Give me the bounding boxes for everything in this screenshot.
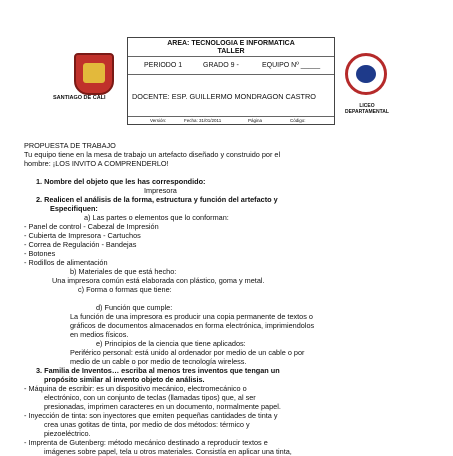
header-table	[127, 37, 335, 125]
codigo-label: Código:	[290, 118, 306, 123]
text-line: - Imprenta de Gutenberg: método mecánico destinado a reproducir textos e	[24, 438, 268, 447]
equipo-label: EQUIPO Nº _____	[262, 62, 321, 69]
pagina-label: Página	[248, 118, 263, 123]
text-line: en medios físicos.	[70, 330, 129, 339]
text-line: - Botones	[24, 249, 56, 258]
text-line: a) Las partes o elementos que lo conforman:	[84, 213, 229, 222]
text-line: 3. Familia de Inventos… escriba al menos tres inventos que tengan un	[36, 366, 280, 375]
text-line: crea unas gotitas de tinta, por medio de dos métodos: térmico y	[44, 420, 250, 429]
docente-label: DOCENTE: ESP. GUILLERMO MONDRAGON CASTRO	[132, 92, 316, 101]
text-line: - Rodillos de alimentación	[24, 258, 108, 267]
text-line: presionadas, imprimen caracteres en un documento, normalmente papel.	[44, 402, 281, 411]
text-line: electrónico, con un conjunto de teclas (llamadas tipos) que, al ser	[44, 393, 256, 402]
text-line: - Cubierta de Impresora - Cartuchos	[24, 231, 141, 240]
text-line: d) Función que cumple:	[96, 303, 173, 312]
school-right-name: LICEO DEPARTAMENTAL	[345, 103, 389, 115]
text-line: PROPUESTA DE TRABAJO	[24, 141, 116, 150]
periodo-label: PERIODO 1	[144, 62, 183, 69]
text-line: - Panel de control - Cabezal de Impresión	[24, 222, 159, 231]
text-line: Periférico personal: está unido al ordenador por medio de un cable o por	[70, 348, 305, 357]
text-line: b) Materiales de que está hecho:	[70, 267, 177, 276]
text-line: propósito similar al invento objeto de análisis.	[44, 375, 205, 384]
text-line: hombre: ¡LOS INVITO A COMPRENDERLO!	[24, 159, 169, 168]
text-line	[24, 294, 429, 303]
text-line: - Correa de Regulación - Bandejas	[24, 240, 137, 249]
grado-label: GRADO 9 -	[203, 62, 239, 69]
text-line: piezoeléctrico.	[44, 429, 91, 438]
text-line: La función de una impresora es producir una copia permanente de textos o	[70, 312, 313, 321]
text-line: imágenes sobre papel, tela u otros materiales. Consistía en aplicar una tinta,	[44, 447, 292, 456]
area-title: AREA: TECNOLOGIA E INFORMATICA	[167, 40, 295, 47]
taller-title: TALLER	[217, 48, 245, 55]
text-line: Impresora	[144, 186, 177, 195]
text-line: - Inyección de tinta: son inyectores que emiten pequeñas cantidades de tinta y	[24, 411, 278, 420]
crest-icon	[74, 53, 114, 95]
document-body	[24, 141, 429, 456]
liceo-emblem-icon	[345, 53, 387, 95]
text-line: gráficos de documentos almacenados en forma electrónica, imprimiendolos	[70, 321, 315, 330]
version-label: Versión:	[150, 118, 167, 123]
text-line: Especifiquen:	[50, 204, 98, 213]
text-line: 2. Realicen el análisis de la forma, estructura y función del artefacto y	[36, 195, 278, 204]
document-header	[53, 37, 397, 125]
liceo-logo	[337, 45, 397, 125]
text-line: e) Principios de la ciencia que tiene aplicados:	[96, 339, 246, 348]
text-line	[24, 168, 429, 177]
fecha-label: Fecha: 31/01/2011	[184, 118, 222, 123]
text-line: Tu equipo tiene en la mesa de trabajo un artefacto diseñado y construido por el	[24, 150, 281, 159]
text-line: c) Forma o formas que tiene:	[78, 285, 172, 294]
text-line: Una impresora común está elaborada con plástico, goma y metal.	[52, 276, 265, 285]
school-crest-logo	[53, 51, 125, 119]
text-line: medio de un cable o por medio de tecnología wireless.	[70, 357, 247, 366]
school-left-name: SANTIAGO DE CALI	[53, 95, 106, 101]
text-line: 1. Nombre del objeto que les has correspondido:	[36, 177, 206, 186]
text-line: - Máquina de escribir: es un dispositivo mecánico, electromecánico o	[24, 384, 247, 393]
